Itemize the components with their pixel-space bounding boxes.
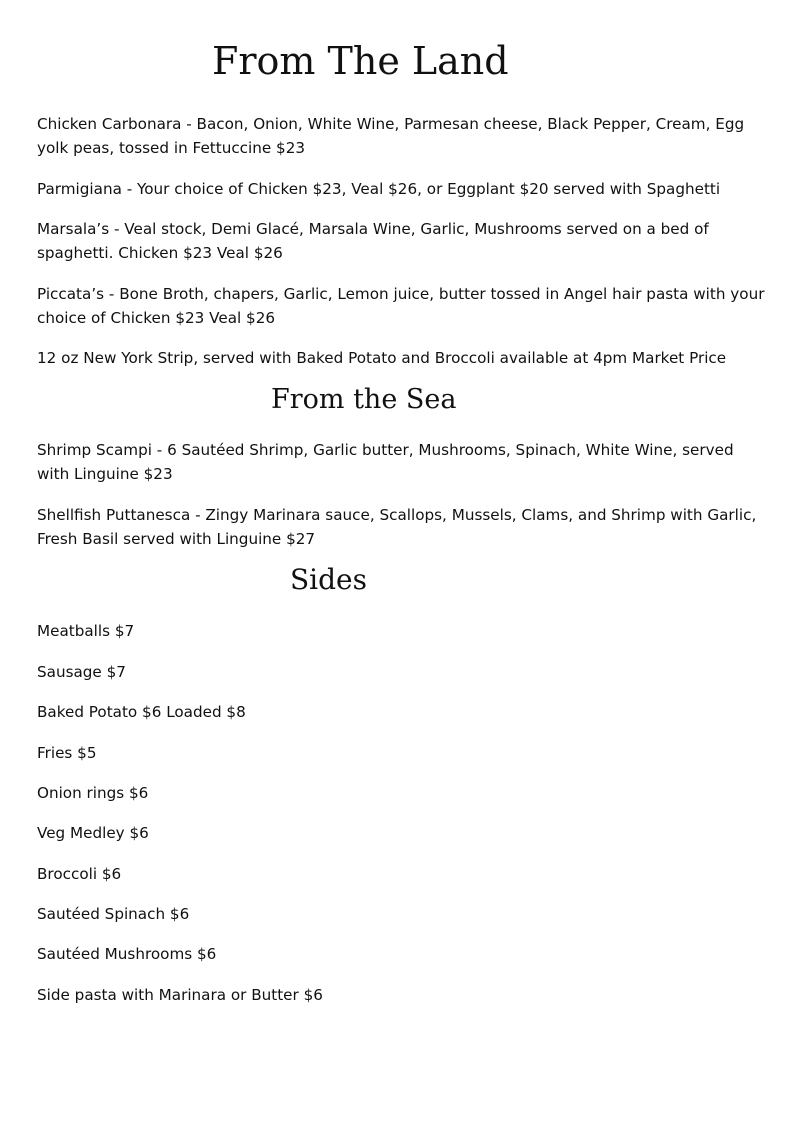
side-item-meatballs: Meatballs $7	[37, 622, 135, 640]
side-item-sauteed-spinach: Sautéed Spinach $6	[37, 905, 190, 923]
menu-item-ny-strip: 12 oz New York Strip, served with Baked Potato and Broccoli available at 4pm Market Price	[37, 349, 727, 367]
menu-item-piccata: Piccata’s - Bone Broth, chapers, Garlic, Lemon juice, butter tossed in Angel hair pasta with your choice of Chicken $23 Veal $26	[37, 285, 765, 327]
section-heading-land: From The Land	[212, 39, 509, 83]
menu-item-parmigiana: Parmigiana - Your choice of Chicken $23, Veal $26, or Eggplant $20 served with Spaghetti	[37, 180, 721, 198]
side-item-veg-medley: Veg Medley $6	[37, 824, 149, 842]
menu-item-chicken-carbonara: Chicken Carbonara - Bacon, Onion, White Wine, Parmesan cheese, Black Pepper, Cream, Egg yolk peas, tossed in Fettuccine $23	[37, 115, 745, 157]
side-item-sausage: Sausage $7	[37, 663, 126, 681]
side-item-sauteed-mushrooms: Sautéed Mushrooms $6	[37, 945, 217, 963]
side-item-broccoli: Broccoli $6	[37, 865, 122, 883]
side-item-onion-rings: Onion rings $6	[37, 784, 149, 802]
side-item-fries: Fries $5	[37, 744, 97, 762]
section-heading-sides: Sides	[290, 563, 367, 596]
menu-item-shrimp-scampi: Shrimp Scampi - 6 Sautéed Shrimp, Garlic butter, Mushrooms, Spinach, White Wine, served with Linguine $23	[37, 441, 734, 483]
menu-item-shellfish-puttanesca: Shellfish Puttanesca - Zingy Marinara sauce, Scallops, Mussels, Clams, and Shrimp with Garlic, Fresh Basil served with Linguine $27	[37, 506, 757, 548]
side-item-side-pasta: Side pasta with Marinara or Butter $6	[37, 986, 323, 1004]
section-heading-sea: From the Sea	[271, 384, 457, 415]
side-item-baked-potato: Baked Potato $6 Loaded $8	[37, 703, 246, 721]
menu-item-marsala: Marsala’s - Veal stock, Demi Glacé, Marsala Wine, Garlic, Mushrooms served on a bed of spaghetti. Chicken $23 Veal $26	[37, 220, 709, 262]
